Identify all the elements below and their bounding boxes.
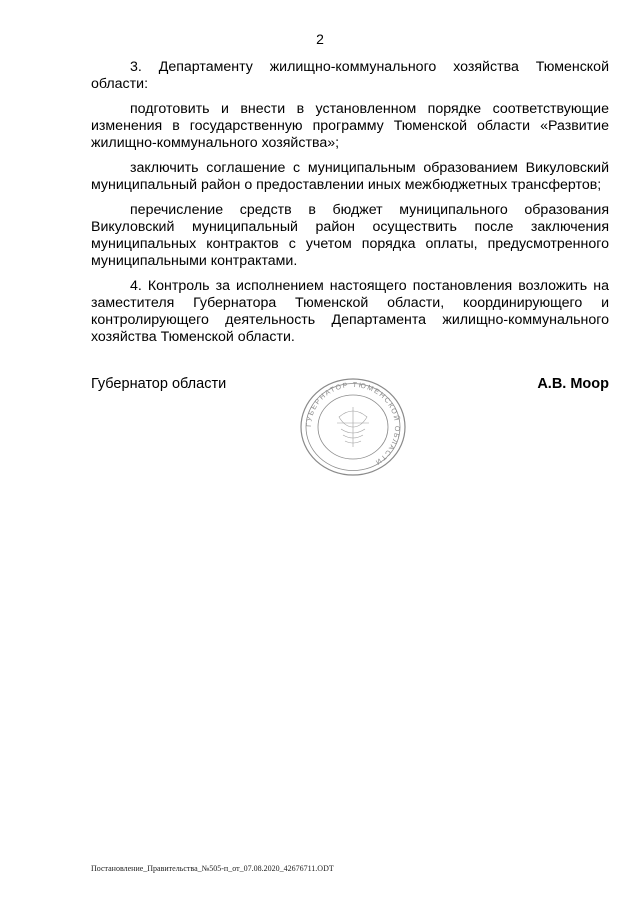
paragraph-transfer: перечисление средств в бюджет муниципального образования Викуловский муниципальный район осуществить после заключения муниципальных контрактов с учетом порядка оплаты, предусмотренного муниципальными контрактами. [91,202,609,269]
signature-title: Губернатор области [91,376,227,392]
footer-filename: Постановление_Правительства_№505-п_от_07.08.2020_42676711.ODT [91,864,334,873]
document-body [91,59,609,354]
seal-outer-text: ГУБЕРНАТОР ТЮМЕНСКОЙ ОБЛАСТИ [305,381,401,466]
paragraph-prepare-changes: подготовить и внести в установленном порядке соответствующие изменения в государственную программу Тюменской области «Развитие жилищно-коммунального хозяйства»; [91,101,609,151]
paragraph-agreement: заключить соглашение с муниципальным образованием Викуловский муниципальный район о предоставлении иных межбюджетных трансфертов; [91,160,609,193]
signature-name: А.В. Моор [537,376,609,392]
seal-center-emblem [337,407,369,447]
official-seal [299,377,407,477]
paragraph-item-3: 3. Департаменту жилищно-коммунального хозяйства Тюменской области: [91,59,609,92]
paragraph-item-4: 4. Контроль за исполнением настоящего постановления возложить на заместителя Губернатора Тюменской области, координирующего и контролирующего деятельность Департамента жилищно-коммунального хозяйства Тюменской области. [91,278,609,345]
page-number: 2 [316,31,324,47]
